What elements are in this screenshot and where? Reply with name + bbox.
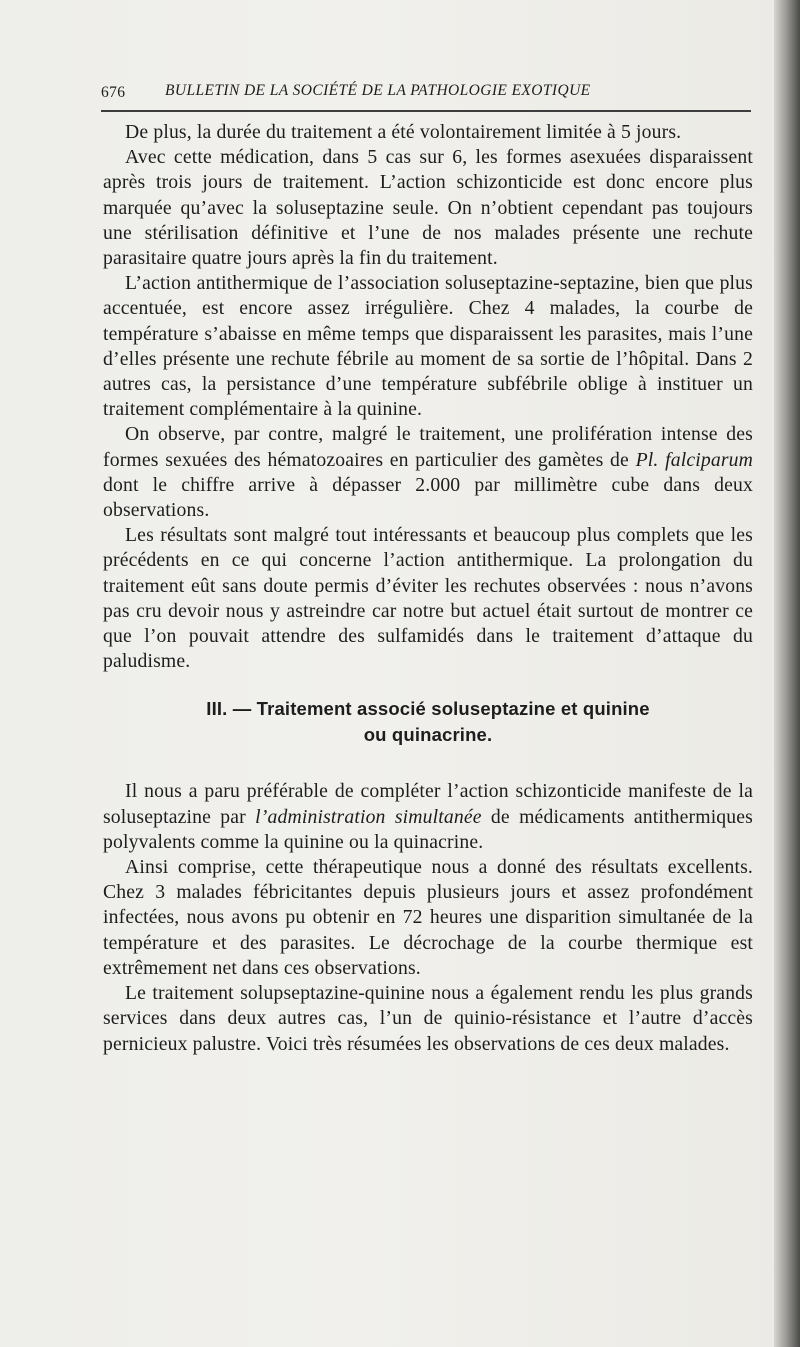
paragraph-4-before: On observe, par contre, malgré le traitement, une prolifération intense des formes sexuées des hématozoaires en particulier des gamètes de xyxy=(103,423,753,471)
header-rule xyxy=(101,110,751,112)
paragraph-4-italic: Pl. falciparum xyxy=(635,448,753,471)
body-text xyxy=(103,120,753,1057)
paragraph-6-before: Il nous a paru préférable de compléter l’action schizonticide manifeste de la soluseptazine par xyxy=(103,780,753,828)
running-header xyxy=(101,82,751,110)
paragraph-2: Avec cette médication, dans 5 cas sur 6, les formes asexuées disparaissent après trois jours de traitement. L’action schizonticide est donc encore plus marquée qu’avec la soluseptazine seule. On n’obtient cependant pas toujours une stérilisation définitive et l’une de nos malades présente une rechute parasitaire quatre jours après la fin du traitement. xyxy=(103,146,753,270)
paragraph-4-after: dont le chiffre arrive à dépasser 2.000 par millimètre cube dans deux observations. xyxy=(103,473,753,522)
page-edge-shadow xyxy=(774,0,800,1347)
section-heading-line1: III. — Traitement associé soluseptazine et quinine xyxy=(206,698,650,720)
running-title: BULLETIN DE LA SOCIÉTÉ DE LA PATHOLOGIE EXOTIQUE xyxy=(165,82,591,99)
paragraph-1: De plus, la durée du traitement a été volontairement limitée à 5 jours. xyxy=(125,121,682,143)
paragraph-8: Le traitement solupseptazine-quinine nous a également rendu les plus grands services dans deux autres cas, l’un de quinio-résistance et l’autre d’accès pernicieux palustre. Voici très résumées les observations de ces deux malades. xyxy=(103,982,753,1055)
paragraph-3: L’action antithermique de l’association soluseptazine-septazine, bien que plus accentuée, est encore assez irrégulière. Chez 4 malades, la courbe de température s’abaisse en même temps que disparaissent les parasites, mais l’une d’elles présente une rechute fébrile au moment de sa sortie de l’hôpital. Dans 2 autres cas, la persistance d’une température subfébrile oblige à instituer un traitement complémentaire à la quinine. xyxy=(103,272,753,421)
paragraph-4 xyxy=(103,422,753,523)
paragraph-7: Ainsi comprise, cette thérapeutique nous a donné des résultats excellents. Chez 3 malades fébricitantes depuis plusieurs jours et assez profondément infectées, nous avons pu obtenir en 72 heures une disparition simultanée de la température et des parasites. Le décrochage de la courbe thermique est extrêmement net dans ces observations. xyxy=(103,856,753,979)
paragraph-5: Les résultats sont malgré tout intéressants et beaucoup plus complets que les précédents en ce qui concerne l’action antithermique. La prolongation du traitement eût sans doute permis d’éviter les rechutes observées : nous n’avons pas cru devoir nous y astreindre car notre but actuel était surtout de montrer ce que l’on pouvait attendre des sulfamidés dans le traitement d’attaque du paludisme. xyxy=(103,524,753,673)
paragraph-6-italic: l’administration simultanée xyxy=(255,805,482,828)
section-heading xyxy=(103,696,753,748)
paragraph-6 xyxy=(103,779,753,855)
paragraph-6-after: de médicaments antithermiques polyvalents comme la quinine ou la quinacrine. xyxy=(103,805,753,853)
page-number: 676 xyxy=(101,84,126,101)
section-heading-line2: ou quinacrine. xyxy=(363,724,493,746)
